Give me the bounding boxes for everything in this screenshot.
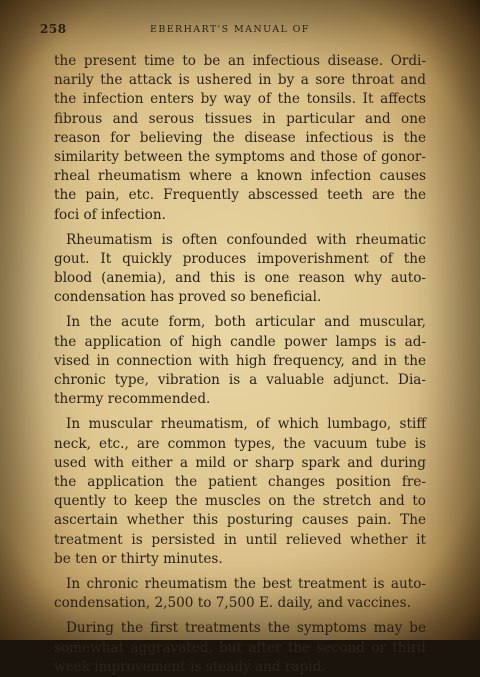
text-line: gout. It quickly produces impoverishment of the: [54, 250, 426, 267]
text-line: In muscular rheumatism, of which lumbago, stiff: [66, 416, 426, 433]
paragraph: [54, 52, 426, 225]
text-line: quently to keep the muscles on the stretch and to: [54, 493, 426, 510]
text-line: thermy recommended.: [54, 391, 211, 408]
text-line: be ten or thirty minutes.: [54, 550, 223, 567]
text-line: In the acute form, both articular and muscular,: [66, 314, 426, 331]
text-line: ascertain whether this posturing causes pain. The: [54, 512, 426, 529]
paragraph: [54, 231, 426, 308]
body-text: [54, 52, 426, 677]
text-line: blood (anemia), and this is one reason why auto-: [54, 270, 426, 287]
text-line: foci of infection.: [54, 206, 166, 223]
text-line: the infection enters by way of the tonsils. It affects: [54, 91, 426, 108]
page-header: [40, 20, 440, 40]
paragraph: [54, 415, 426, 569]
text-line: neck, etc., are common types, the vacuum tube is: [54, 435, 426, 452]
running-head: EBERHART'S MANUAL OF: [150, 24, 310, 35]
text-line: the application of high candle power lamps is ad-: [54, 333, 426, 350]
text-line: rheal rheumatism where a known infection causes: [54, 168, 426, 185]
text-line: the pain, etc. Frequently abscessed teeth are the: [54, 187, 426, 204]
text-line: somewhat aggravated, but after the second or third: [54, 639, 426, 656]
text-line: In chronic rheumatism the best treatment is auto-: [66, 575, 426, 592]
text-line: used with either a mild or sharp spark and during: [54, 454, 426, 471]
text-line: condensation has proved so beneficial.: [54, 289, 322, 306]
text-line: During the first treatments the symptoms may be: [66, 620, 426, 637]
paragraph: [54, 619, 426, 677]
text-line: treatment is persisted in until relieved whether it: [54, 531, 426, 548]
text-line: Rheumatism is often confounded with rheumatic: [66, 231, 426, 248]
text-line: similarity between the symptoms and those of gonor-: [54, 148, 426, 165]
text-line: fibrous and serous tissues in particular and one: [54, 110, 426, 127]
text-line: chronic type, vibration is a valuable adjunct. Dia-: [54, 372, 426, 389]
text-line: narily the attack is ushered in by a sore throat and: [54, 72, 426, 89]
page-number: 258: [40, 22, 67, 36]
text-line: week improvement is steady and rapid.: [54, 658, 326, 675]
text-line: reason for believing the disease infectious is the: [54, 129, 426, 146]
text-line: the present time to be an infectious disease. Ordi-: [54, 53, 426, 69]
paragraph: [54, 313, 426, 409]
text-line: vised in connection with high frequency, and in the: [54, 352, 426, 369]
text-line: condensation, 2,500 to 7,500 E. daily, and vaccines.: [54, 595, 411, 612]
paragraph: [54, 575, 426, 613]
text-line: the application the patient changes position fre-: [54, 473, 426, 490]
